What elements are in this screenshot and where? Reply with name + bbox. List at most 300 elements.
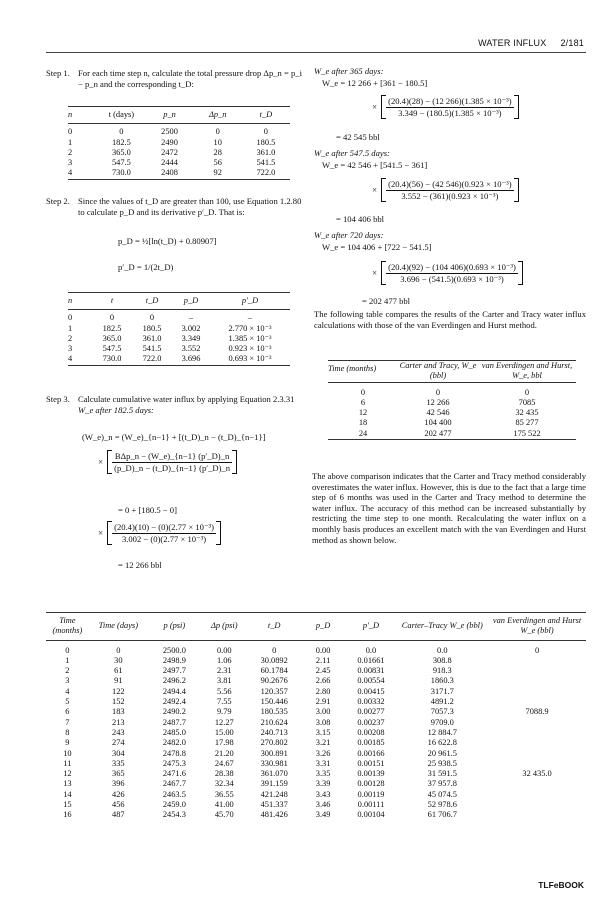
gen-num: BΔp_n − (W_e)_{n−1} (p′_D)_n: [112, 451, 232, 463]
table-cell: 2467.7: [162, 779, 186, 789]
table-cell: 3.696: [181, 354, 201, 364]
table-cell: 61 706.7: [427, 810, 457, 820]
header-page: 2/181: [560, 38, 584, 48]
step2-eq1: p_D = ½[ln(t_D) + 0.80907]: [118, 236, 217, 246]
bt-col-pd: p_D: [315, 621, 331, 631]
table-cell: 41.00: [214, 800, 234, 810]
table-cell: 0.00: [315, 645, 331, 655]
table-cell: 270.802: [260, 738, 288, 748]
table-cell: 30.0892: [260, 655, 288, 665]
table-cell: 0.00185: [357, 738, 385, 748]
table-cell: 61: [114, 666, 123, 676]
table-row: [68, 124, 290, 138]
table-cell: 180.5: [256, 137, 276, 147]
table-cell: 2496.2: [162, 676, 186, 686]
table-row: [68, 158, 290, 168]
s2-col-pdp: p′_D: [241, 296, 259, 305]
table-cell: [488, 759, 586, 769]
table-cell: 0.00: [216, 645, 232, 655]
table-row: [46, 676, 586, 686]
table-cell: 3.15: [315, 727, 331, 737]
table-cell: 304: [112, 748, 125, 758]
table-cell: 330.981: [260, 758, 288, 768]
table-cell: 1.385 × 10⁻³: [228, 333, 272, 343]
table-row: [46, 666, 586, 676]
table-cell: 52 978.6: [427, 800, 457, 810]
step3-general: (W_e)_n = (W_e)_{n−1} + [(t_D)_n − (t_D)_{n−1}]: [82, 432, 266, 442]
table-cell: 300.891: [260, 748, 288, 758]
table-cell: 481.426: [260, 810, 288, 820]
table-cell: 32.34: [214, 779, 234, 789]
table-cell: 0: [65, 645, 70, 655]
table-cell: 10: [63, 748, 72, 758]
table-row: [68, 324, 290, 334]
a365-num: (20.4)(28) − (12 266)(1.385 × 10⁻³): [388, 96, 512, 106]
step1-block: [46, 68, 302, 89]
table-cell: 0.693 × 10⁻³: [228, 354, 272, 364]
table-cell: 4: [68, 354, 73, 364]
table-cell: 2482.0: [162, 738, 186, 748]
table-cell: 10: [213, 137, 222, 147]
table-cell: 0.00111: [357, 800, 385, 810]
table-cell: 3.49: [315, 810, 331, 820]
table-cell: 274: [112, 738, 125, 748]
table-cell: 4891.2: [430, 697, 454, 707]
table-cell: 122: [112, 686, 125, 696]
table-cell: 541.5: [256, 158, 276, 168]
table-cell: 2.45: [315, 666, 331, 676]
table-cell: 1: [68, 137, 73, 147]
table-cell: 28.38: [214, 769, 234, 779]
table-cell: 18: [358, 418, 368, 428]
table-row: [46, 728, 586, 738]
step2-table-body: [68, 310, 290, 365]
cmp-col-time: Time (months): [328, 364, 377, 373]
table-cell: 7057.3: [430, 707, 454, 717]
table-cell: 1: [65, 655, 70, 665]
table-cell: 2485.0: [162, 727, 186, 737]
s1-col-pn: p_n: [163, 110, 176, 119]
table-cell: 3.81: [216, 676, 232, 686]
table-cell: 16 622.8: [427, 738, 457, 748]
compare-table: [328, 360, 576, 440]
table-cell: 36.55: [214, 789, 234, 799]
table-row: [328, 398, 576, 408]
table-cell: 0: [116, 645, 121, 655]
table-cell: 2.11: [315, 655, 331, 665]
table-cell: 182.5: [111, 137, 131, 147]
r-a365-frac: [372, 95, 519, 119]
table-row: [46, 749, 586, 759]
table-cell: 3.08: [315, 717, 331, 727]
footer-label: TLFeBOOK: [538, 880, 584, 890]
table-cell: 361.0: [142, 333, 162, 343]
table-cell: 15.00: [214, 727, 234, 737]
table-cell: 180.535: [260, 707, 288, 717]
table-cell: 60.1784: [260, 666, 288, 676]
table-row: [46, 707, 586, 717]
step2-eq2: p′_D = 1/(2t_D): [118, 262, 174, 272]
step3-block: [46, 394, 302, 415]
table-row: [46, 759, 586, 769]
table-cell: 12 884.7: [427, 727, 457, 737]
table-row: [46, 718, 586, 728]
table-cell: 9.79: [216, 707, 232, 717]
table-row: [328, 382, 576, 398]
table-cell: 421.248: [260, 789, 288, 799]
s2-col-n: n: [68, 296, 73, 305]
a547-den: 3.552 − (361)(0.923 × 10⁻³): [401, 190, 499, 201]
table-cell: [488, 728, 586, 738]
table-row: [68, 138, 290, 148]
table-cell: 2459.0: [162, 800, 186, 810]
table-cell: 0: [68, 313, 73, 323]
table-cell: 6: [360, 397, 366, 407]
table-cell: 3.46: [315, 800, 331, 810]
table-cell: 0.00831: [357, 666, 385, 676]
s2-col-pd: p_D: [183, 296, 199, 305]
table-row: [328, 418, 576, 428]
table-cell: 30: [114, 655, 123, 665]
table-cell: 722.0: [256, 168, 276, 178]
bt-col-dp: Δp (psi): [210, 621, 238, 631]
table-row: [46, 779, 586, 789]
a547-num: (20.4)(56) − (42 546)(0.923 × 10⁻³): [388, 179, 512, 189]
table-cell: 5.56: [216, 686, 232, 696]
table-cell: 2.91: [315, 697, 331, 707]
table-cell: 0.00151: [357, 758, 385, 768]
table-cell: 28: [213, 147, 222, 157]
table-row: [46, 656, 586, 666]
table-cell: 56: [213, 158, 222, 168]
table-cell: 90.2676: [260, 676, 288, 686]
table-cell: [488, 810, 586, 820]
table-cell: 2475.3: [162, 758, 186, 768]
step2-text: Since the values of t_D are greater than 100, use Equation 1.2.80 to calculate p_D and its derivative p′_D. That is:: [78, 196, 302, 217]
table-cell: 365: [112, 769, 125, 779]
table-cell: 2: [68, 333, 73, 343]
table-cell: 0: [149, 313, 155, 323]
table-cell: [488, 790, 586, 800]
step3-general-fraction: [98, 450, 237, 474]
bottom-table: [46, 612, 586, 821]
table-cell: 1: [68, 323, 73, 333]
table-cell: 37 957.8: [427, 779, 457, 789]
table-cell: 2492.4: [162, 697, 186, 707]
table-row: [46, 697, 586, 707]
table-row: [46, 687, 586, 697]
table-cell: 0: [215, 127, 220, 137]
table-cell: 0: [109, 313, 115, 323]
table-cell: 24.67: [214, 758, 234, 768]
table-cell: 0.923 × 10⁻³: [228, 344, 272, 354]
table-cell: 0.00332: [357, 697, 385, 707]
table-cell: [488, 779, 586, 789]
bt-col-ct: Carter–Tracy W_e (bbl): [401, 621, 483, 631]
table-cell: 21.20: [214, 748, 234, 758]
cmp-col-veh: van Everdingen and Hurst, W_e, bbl: [481, 361, 573, 381]
table-cell: 0.01661: [357, 655, 385, 665]
table-cell: 6: [65, 707, 70, 717]
table-cell: 730.0: [111, 168, 131, 178]
table-cell: 9709.0: [430, 717, 454, 727]
table-cell: 335: [112, 758, 125, 768]
table-cell: 365.0: [111, 147, 131, 157]
table-cell: 180.5: [142, 323, 162, 333]
table-cell: 2471.6: [162, 769, 186, 779]
table-cell: 42 546: [426, 408, 450, 418]
table-row: [46, 810, 586, 820]
table-cell: 5: [65, 697, 70, 707]
table-cell: 2478.8: [162, 748, 186, 758]
table-cell: [488, 697, 586, 707]
table-cell: 4: [65, 686, 70, 696]
table-cell: 0: [272, 645, 277, 655]
table-cell: 361.0: [256, 147, 276, 157]
table-cell: 202 477: [424, 428, 452, 438]
s2-col-t: t: [110, 296, 114, 305]
table-cell: 0.0: [437, 645, 448, 655]
table-row: [46, 769, 586, 779]
table-cell: 541.5: [142, 344, 162, 354]
table-cell: 0.00415: [357, 686, 385, 696]
table-cell: 31 591.5: [427, 769, 457, 779]
table-cell: 91: [114, 676, 123, 686]
table-cell: 0: [68, 127, 73, 137]
step1-table-body: [68, 124, 290, 179]
table-cell: 0.00119: [357, 789, 385, 799]
table-cell: [488, 666, 586, 676]
table-cell: 2490.2: [162, 707, 186, 717]
table-cell: 2497.7: [162, 666, 186, 676]
bt-col-td: t_D: [267, 621, 281, 631]
table-cell: 451.337: [260, 800, 288, 810]
table-cell: 0: [263, 127, 268, 137]
table-cell: 487: [112, 810, 125, 820]
times-symbol: ×: [98, 456, 104, 467]
table-cell: [488, 738, 586, 748]
table-cell: 240.713: [260, 727, 288, 737]
bottom-table-body: [46, 640, 586, 821]
table-cell: 3.31: [315, 758, 331, 768]
times-symbol: ×: [372, 184, 378, 195]
table-cell: 0.00139: [357, 769, 385, 779]
table-cell: 3.349: [181, 333, 201, 343]
table-cell: 92: [213, 168, 222, 178]
table-cell: 3.002: [181, 323, 201, 333]
table-cell: 3: [68, 344, 73, 354]
table-cell: 175 522: [513, 428, 541, 438]
header-rule: [46, 52, 586, 53]
table-cell: 45 074.5: [427, 789, 457, 799]
table-cell: 210.624: [260, 717, 288, 727]
table-cell: 104 400: [424, 418, 452, 428]
r-a547: W_e after 547.5 days:: [314, 148, 390, 158]
r-a547-res: = 104 406 bbl: [336, 214, 385, 224]
bt-col-pdp: p′_D: [362, 621, 380, 631]
table-cell: 2463.5: [162, 789, 186, 799]
table-cell: 2500.0: [162, 645, 186, 655]
step3-after: W_e after 182.5 days:: [78, 404, 154, 415]
table-cell: 0.00554: [357, 676, 385, 686]
table-cell: 0: [119, 127, 124, 137]
table-cell: 0.00208: [357, 727, 385, 737]
table-cell: 0.00237: [357, 717, 385, 727]
table-cell: 7.55: [216, 697, 232, 707]
bt-col-days: Time (days): [98, 621, 138, 631]
r-a547-line: W_e = 42 546 + [541.5 − 361]: [322, 160, 428, 170]
table-row: [328, 408, 576, 418]
table-cell: 45.70: [214, 810, 234, 820]
table-cell: [488, 656, 586, 666]
r-a720-frac: [372, 261, 523, 285]
table-cell: 3.43: [315, 789, 331, 799]
table-cell: 2: [68, 147, 73, 157]
table-cell: 2487.7: [162, 717, 186, 727]
table-cell: 12 266: [426, 397, 450, 407]
step1-label: Step 1.: [46, 68, 70, 78]
table-cell: 3.26: [315, 748, 331, 758]
table-cell: 3.39: [315, 779, 331, 789]
table-cell: 0: [534, 645, 540, 655]
table-row: [46, 790, 586, 800]
table-cell: 918.3: [432, 666, 452, 676]
table-cell: 2454.3: [162, 810, 186, 820]
table-cell: 12: [63, 769, 72, 779]
table-cell: 243: [112, 727, 125, 737]
step1-text: For each time step n, calculate the total pressure drop Δp_n = p_i − p_n and the corresponding t_D:: [78, 68, 302, 89]
table-cell: 3: [68, 158, 73, 168]
step3-label: Step 3.: [46, 394, 70, 404]
step3-result1: = 12 266 bbl: [118, 560, 162, 570]
table-cell: 7: [65, 717, 70, 727]
table-cell: 547.5: [102, 344, 122, 354]
step2-label: Step 2.: [46, 196, 70, 206]
r-a365-res: = 42 545 bbl: [336, 132, 380, 142]
table-cell: 1.06: [216, 655, 232, 665]
table-cell: 20 961.5: [427, 748, 457, 758]
step2-table: [68, 292, 290, 366]
table-cell: 2.770 × 10⁻³: [228, 323, 272, 333]
a720-num: (20.4)(92) − (104 406)(0.693 × 10⁻³): [388, 262, 516, 272]
table-cell: 3171.7: [430, 686, 454, 696]
header-section: WATER INFLUX: [478, 38, 547, 48]
table-row: [68, 354, 290, 365]
table-row: [68, 344, 290, 354]
table-cell: 32 435: [515, 408, 539, 418]
gen-den: (p_D)_n − (t_D)_{n−1} (p′_D)_n: [114, 462, 231, 473]
table-cell: 32 435.0: [522, 769, 552, 779]
table-cell: 152: [112, 697, 125, 707]
table-cell: 547.5: [111, 158, 131, 168]
step3-fraction1: [98, 521, 221, 545]
s3-den1: 3.002 − (0)(2.77 × 10⁻³): [121, 533, 207, 544]
table-cell: 2408: [161, 168, 178, 178]
table-cell: 213: [112, 717, 125, 727]
table-cell: 182.5: [102, 323, 122, 333]
table-cell: 183: [112, 707, 125, 717]
step2-block: [46, 196, 302, 217]
table-cell: 3.21: [315, 738, 331, 748]
table-cell: 3.35: [315, 769, 331, 779]
table-cell: 365.0: [102, 333, 122, 343]
table-cell: [488, 718, 586, 728]
times-symbol: ×: [98, 527, 104, 538]
table-cell: 722.0: [142, 354, 162, 364]
table-cell: 15: [63, 800, 72, 810]
times-symbol: ×: [372, 267, 378, 278]
table-cell: [488, 687, 586, 697]
table-cell: 11: [63, 758, 72, 768]
table-cell: –: [188, 313, 194, 323]
table-cell: 7088.9: [525, 707, 549, 717]
table-cell: 2.66: [315, 676, 331, 686]
conclusion-text: The above comparison indicates that the Carter and Tracy method considerably overestimates the water influx. However, this is due to the fact that a large time step of 6 months was used in the Carter and Tracy method to determine the water influx. The accuracy of this method can be increased substantially by restricting the time step to one month. Recalculating the water influx on a monthly basis produces an excellent match with the van Everdingen and Hurst method as shown below.: [312, 471, 586, 545]
s3-num1: (20.4)(10) − (0)(2.77 × 10⁻³): [114, 522, 214, 532]
table-cell: 2: [65, 666, 70, 676]
step3-line1: = 0 + [180.5 − 0]: [118, 505, 177, 515]
table-cell: 12.27: [214, 717, 234, 727]
s1-col-n: n: [68, 110, 73, 119]
r-a365: W_e after 365 days:: [314, 66, 384, 76]
r-a547-frac: [372, 178, 519, 202]
table-cell: 12: [358, 408, 368, 418]
table-row: [68, 334, 290, 344]
table-cell: –: [247, 313, 253, 323]
table-cell: 2.80: [315, 686, 331, 696]
table-cell: 25 938.5: [427, 758, 457, 768]
table-cell: [488, 749, 586, 759]
table-cell: 2500: [161, 127, 178, 137]
table-cell: 0.00166: [357, 748, 385, 758]
table-cell: 730.0: [102, 354, 122, 364]
table-cell: 2494.4: [162, 686, 186, 696]
table-cell: 426: [112, 789, 125, 799]
table-row: [68, 168, 290, 179]
r-a720-res: = 202 477 bbl: [362, 296, 411, 306]
table-cell: 3: [65, 676, 70, 686]
table-cell: [488, 800, 586, 810]
table-cell: 396: [112, 779, 125, 789]
table-cell: 7085: [518, 397, 536, 407]
cmp-col-ct: Carter and Tracy, W_e (bbl): [399, 361, 477, 381]
step3-text: Calculate cumulative water influx by applying Equation 2.3.31: [78, 394, 295, 404]
table-row: [328, 429, 576, 440]
bt-col-veh: van Everdingen and Hurst W_e (bbl): [492, 616, 582, 636]
step1-table: [68, 106, 290, 180]
table-cell: 308.8: [432, 655, 452, 665]
table-cell: 14: [63, 789, 72, 799]
table-cell: 17.98: [214, 738, 234, 748]
table-cell: 150.446: [260, 697, 288, 707]
s1-col-dp: Δp_n: [208, 110, 227, 119]
table-cell: 0.0: [365, 645, 377, 655]
a365-den: 3.349 − (180.5)(1.385 × 10⁻³): [398, 107, 502, 118]
table-cell: 0: [524, 387, 530, 397]
table-cell: 0.00104: [357, 810, 385, 820]
table-cell: [488, 676, 586, 686]
table-cell: 9: [65, 738, 70, 748]
table-cell: 4: [68, 168, 73, 178]
r-a720: W_e after 720 days:: [314, 230, 384, 240]
table-cell: 2498.9: [162, 655, 186, 665]
table-cell: 456: [112, 800, 125, 810]
times-symbol: ×: [372, 101, 378, 112]
table-cell: 2444: [161, 158, 178, 168]
table-cell: 16: [63, 810, 72, 820]
table-cell: 0: [360, 387, 366, 397]
table-cell: 3.552: [181, 344, 201, 354]
